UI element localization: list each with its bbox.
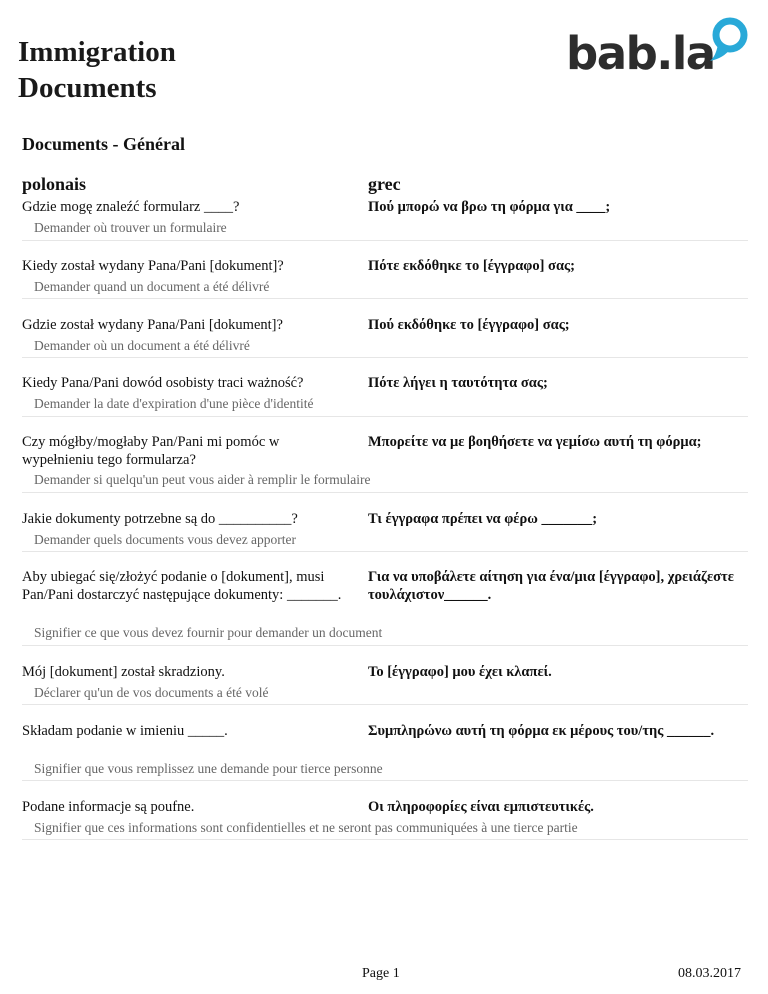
- phrase-source: Gdzie mogę znaleźć formularz ____?: [22, 199, 240, 215]
- footer-date: 08.03.2017: [678, 966, 741, 981]
- title-line-2: Documents: [18, 72, 157, 104]
- phrase-target: Τι έγγραφα πρέπει να φέρω _______;: [368, 511, 598, 527]
- speech-bubble-icon: [708, 16, 752, 62]
- phrase-source: Jakie dokumenty potrzebne są do __________?: [22, 511, 298, 527]
- phrase-source: Aby ubiegać się/złożyć podanie o [dokument], musi Pan/Pani dostarczyć następujące dokumenty: _______.: [22, 569, 342, 603]
- phrase-description: Demander la date d'expiration d'une pièce d'identité: [34, 396, 314, 411]
- phrase-description: Signifier ce que vous devez fournir pour demander un document: [34, 625, 383, 640]
- phrase-source: Podane informacje są poufne.: [22, 799, 195, 815]
- phrase-description: Signifier que vous remplissez une demande pour tierce personne: [34, 761, 383, 776]
- phrase-source: Składam podanie w imieniu _____.: [22, 723, 228, 739]
- phrase-description: Demander où trouver un formulaire: [34, 220, 227, 235]
- phrase-row: [22, 568, 748, 646]
- phrase-row: [22, 374, 748, 417]
- phrase-row: [22, 798, 748, 840]
- phrase-row: [22, 663, 748, 705]
- phrase-target: Πού μπορώ να βρω τη φόρμα για ____;: [368, 199, 611, 215]
- phrase-row: [22, 722, 748, 781]
- babla-logo: [566, 16, 752, 82]
- column-header-source: polonais: [22, 174, 87, 194]
- phrase-source: Mój [dokument] został skradziony.: [22, 664, 225, 680]
- phrase-description: Demander quand un document a été délivré: [34, 279, 270, 294]
- phrase-target: Για να υποβάλετε αίτηση για ένα/μια [έγγραφο], χρειάζεστε τουλάχιστον______.: [368, 569, 734, 603]
- logo-text: bab.la: [566, 27, 715, 80]
- phrase-target: Πότε εκδόθηκε το [έγγραφο] σας;: [368, 258, 575, 274]
- phrase-description: Déclarer qu'un de vos documents a été volé: [34, 685, 269, 700]
- phrase-source: Gdzie został wydany Pana/Pani [dokument]?: [22, 317, 283, 333]
- document-title: [18, 34, 176, 106]
- phrase-description: Signifier que ces informations sont confidentielles et ne seront pas communiquées à une tierce partie: [34, 820, 578, 835]
- phrase-target: Πού εκδόθηκε το [έγγραφο] σας;: [368, 317, 570, 333]
- phrase-description: Demander quels documents vous devez apporter: [34, 532, 297, 547]
- phrase-source: Kiedy Pana/Pani dowód osobisty traci ważność?: [22, 375, 304, 391]
- phrase-row: [22, 510, 748, 552]
- phrase-target: Το [έγγραφο] μου έχει κλαπεί.: [368, 664, 552, 680]
- phrase-target: Μπορείτε να με βοηθήσετε να γεμίσω αυτή τη φόρμα;: [368, 434, 702, 450]
- page-number: Page 1: [362, 966, 400, 981]
- phrase-row: [22, 198, 748, 241]
- phrase-target: Συμπληρώνω αυτή τη φόρμα εκ μέρους του/της ______.: [368, 723, 715, 739]
- phrase-row: [22, 257, 748, 299]
- phrase-target: Οι πληροφορίες είναι εμπιστευτικές.: [368, 799, 594, 815]
- phrase-description: Demander où un document a été délivré: [34, 338, 250, 353]
- section-title: Documents - Général: [22, 134, 185, 154]
- column-header-target: grec: [368, 174, 401, 194]
- phrase-source: Czy mógłby/mogłaby Pan/Pani mi pomóc w wypełnieniu tego formularza?: [22, 434, 280, 468]
- phrase-row: [22, 433, 748, 493]
- phrase-source: Kiedy został wydany Pana/Pani [dokument]?: [22, 258, 284, 274]
- phrase-target: Πότε λήγει η ταυτότητα σας;: [368, 375, 548, 391]
- phrase-row: [22, 316, 748, 358]
- phrase-description: Demander si quelqu'un peut vous aider à remplir le formulaire: [34, 472, 371, 487]
- title-line-1: Immigration: [18, 36, 176, 68]
